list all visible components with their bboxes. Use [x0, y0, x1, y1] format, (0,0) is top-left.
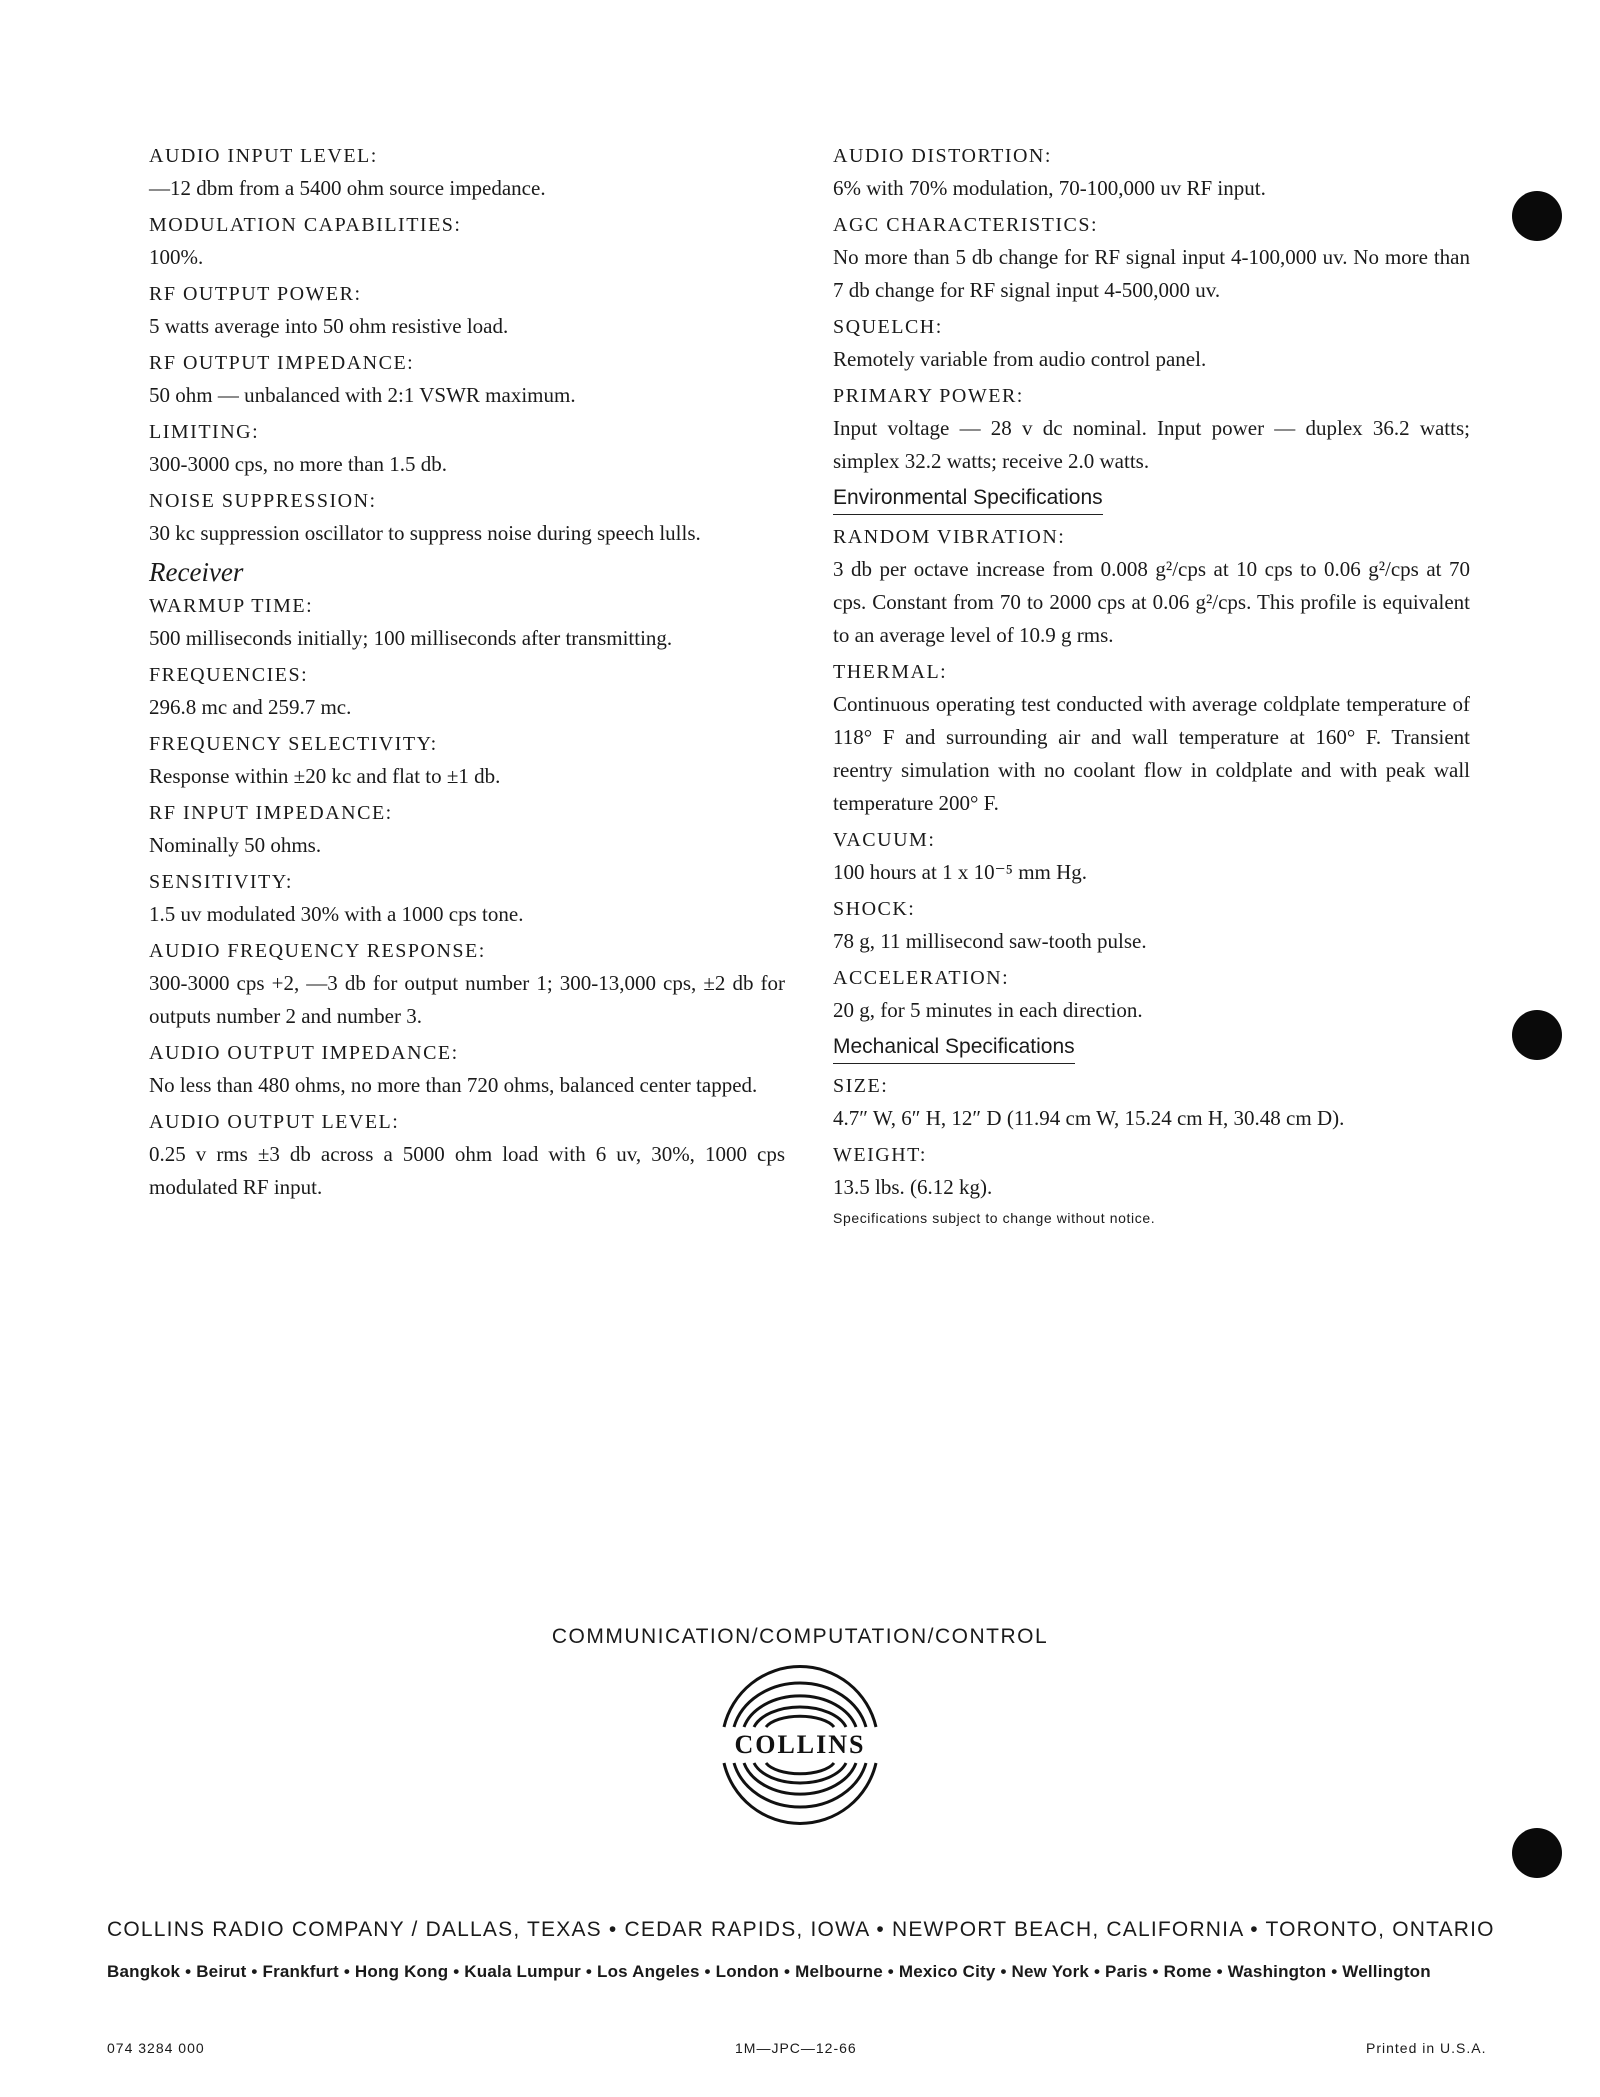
spec-value: 300-3000 cps +2, —3 db for output number 1; 300-13,000 cps, ±2 db for outputs number 2 and number 3.	[149, 971, 785, 1028]
spec-value: Continuous operating test conducted with average coldplate temperature of 118° F and surrounding air and wall temperature at 160° F. Transient reentry simulation with no coolant flow in coldplate and with peak wall temperature 200° F.	[833, 692, 1470, 815]
spec-acceleration	[833, 962, 1470, 1027]
spec-limiting	[149, 416, 785, 481]
spec-rf-output-power	[149, 278, 785, 343]
spec-label: RANDOM VIBRATION:	[833, 526, 1066, 548]
spec-audio-distortion	[833, 140, 1470, 205]
spec-label: WARMUP TIME:	[149, 595, 314, 617]
spec-value: 300-3000 cps, no more than 1.5 db.	[149, 452, 448, 476]
spec-label: SQUELCH:	[833, 316, 943, 338]
tagline: COMMUNICATION/COMPUTATION/CONTROL	[551, 1625, 1049, 1648]
logo-text: COLLINS	[734, 1730, 866, 1759]
spec-value: 13.5 lbs. (6.12 kg).	[833, 1175, 993, 1199]
collins-logo	[712, 1665, 888, 1825]
spec-value: No less than 480 ohms, no more than 720 ohms, balanced center tapped.	[149, 1073, 758, 1097]
spec-value: 6% with 70% modulation, 70-100,000 uv RF input.	[833, 176, 1266, 200]
spec-value: 20 g, for 5 minutes in each direction.	[833, 998, 1143, 1022]
spec-value: 50 ohm — unbalanced with 2:1 VSWR maximum.	[149, 383, 576, 407]
spec-label: MODULATION CAPABILITIES:	[149, 214, 462, 236]
spec-label: NOISE SUPPRESSION:	[149, 490, 377, 512]
punch-hole-top	[1512, 191, 1562, 241]
print-code: 1M—JPC—12-66	[735, 2040, 857, 2056]
spec-label: SHOCK:	[833, 898, 916, 920]
spec-value: 500 milliseconds initially; 100 milliseconds after transmitting.	[149, 626, 673, 650]
spec-value: 1.5 uv modulated 30% with a 1000 cps tone.	[149, 902, 524, 926]
spec-value: Nominally 50 ohms.	[149, 833, 322, 857]
spec-label: AUDIO INPUT LEVEL:	[149, 145, 378, 167]
spec-frequency-selectivity	[149, 728, 785, 793]
spec-label: RF INPUT IMPEDANCE:	[149, 802, 393, 824]
spec-label: AUDIO OUTPUT LEVEL:	[149, 1111, 400, 1133]
spec-label: RF OUTPUT POWER:	[149, 283, 362, 305]
spec-agc-characteristics	[833, 209, 1470, 307]
spec-audio-frequency-response	[149, 935, 785, 1033]
spec-label: LIMITING:	[149, 421, 260, 443]
spec-label: WEIGHT:	[833, 1144, 927, 1166]
spec-size	[833, 1070, 1470, 1135]
spec-value: 296.8 mc and 259.7 mc.	[149, 695, 352, 719]
spec-warmup-time	[149, 590, 785, 655]
spec-label: THERMAL:	[833, 661, 948, 683]
company-address-line: COLLINS RADIO COMPANY / DALLAS, TEXAS • CEDAR RAPIDS, IOWA • NEWPORT BEACH, CALIFORNIA • TORONTO, ONTARIO	[107, 1918, 1495, 1941]
spec-value: 100%.	[149, 245, 204, 269]
spec-value: —12 dbm from a 5400 ohm source impedance.	[149, 176, 546, 200]
spec-weight	[833, 1139, 1470, 1204]
spec-value: Input voltage — 28 v dc nominal. Input power — duplex 36.2 watts; simplex 32.2 watts; receive 2.0 watts.	[833, 416, 1470, 473]
spec-value: 0.25 v rms ±3 db across a 5000 ohm load with 6 uv, 30%, 1000 cps modulated RF input.	[149, 1142, 785, 1199]
spec-squelch	[833, 311, 1470, 376]
spec-audio-input-level	[149, 140, 785, 205]
spec-value: 30 kc suppression oscillator to suppress noise during speech lulls.	[149, 521, 701, 545]
spec-label: AUDIO FREQUENCY RESPONSE:	[149, 940, 486, 962]
spec-value: Remotely variable from audio control panel.	[833, 347, 1207, 371]
punch-hole-middle	[1512, 1010, 1562, 1060]
spec-value: No more than 5 db change for RF signal input 4-100,000 uv. No more than 7 db change for RF signal input 4-500,000 uv.	[833, 245, 1470, 302]
receiver-heading: Receiver	[149, 557, 244, 587]
environmental-heading: Environmental Specifications	[833, 484, 1103, 515]
office-cities-line: Bangkok • Beirut • Frankfurt • Hong Kong • Kuala Lumpur • Los Angeles • London • Melbourne • Mexico City • New York • Paris • Rome • Washington • Wellington	[107, 1962, 1431, 1981]
spec-label: FREQUENCIES:	[149, 664, 309, 686]
spec-audio-output-impedance	[149, 1037, 785, 1102]
spec-value: Response within ±20 kc and flat to ±1 db.	[149, 764, 501, 788]
spec-value: 100 hours at 1 x 10⁻⁵ mm Hg.	[833, 860, 1088, 884]
spec-thermal	[833, 656, 1470, 820]
spec-primary-power	[833, 380, 1470, 478]
spec-noise-suppression	[149, 485, 785, 550]
spec-label: AGC CHARACTERISTICS:	[833, 214, 1099, 236]
spec-label: AUDIO OUTPUT IMPEDANCE:	[149, 1042, 459, 1064]
right-column	[833, 140, 1470, 1226]
spec-label: ACCELERATION:	[833, 967, 1010, 989]
spec-modulation-capabilities	[149, 209, 785, 274]
spec-label: PRIMARY POWER:	[833, 385, 1024, 407]
spec-rf-input-impedance	[149, 797, 785, 862]
spec-value: 3 db per octave increase from 0.008 g²/cps at 10 cps to 0.06 g²/cps at 70 cps. Constant from 70 to 2000 cps at 0.06 g²/cps. This profile is equivalent to an average level of 10.9 g rms.	[833, 557, 1470, 647]
spec-label: AUDIO DISTORTION:	[833, 145, 1052, 167]
punch-hole-bottom	[1512, 1828, 1562, 1878]
spec-shock	[833, 893, 1470, 958]
spec-label: VACUUM:	[833, 829, 936, 851]
spec-value: 78 g, 11 millisecond saw-tooth pulse.	[833, 929, 1147, 953]
spec-value: 4.7″ W, 6″ H, 12″ D (11.94 cm W, 15.24 cm H, 30.48 cm D).	[833, 1106, 1345, 1130]
spec-audio-output-level	[149, 1106, 785, 1204]
spec-label: SENSITIVITY:	[149, 871, 293, 893]
spec-rf-output-impedance	[149, 347, 785, 412]
spec-label: RF OUTPUT IMPEDANCE:	[149, 352, 415, 374]
spec-random-vibration	[833, 521, 1470, 652]
spec-sensitivity	[149, 866, 785, 931]
spec-frequencies	[149, 659, 785, 724]
spec-value: 5 watts average into 50 ohm resistive load.	[149, 314, 509, 338]
left-column	[149, 140, 785, 1208]
printed-in: Printed in U.S.A.	[1366, 2040, 1487, 2056]
specifications-notice: Specifications subject to change without notice.	[833, 1210, 1156, 1226]
document-number: 074 3284 000	[107, 2040, 205, 2056]
spec-vacuum	[833, 824, 1470, 889]
spec-label: SIZE:	[833, 1075, 889, 1097]
mechanical-heading: Mechanical Specifications	[833, 1033, 1075, 1064]
spec-label: FREQUENCY SELECTIVITY:	[149, 733, 438, 755]
